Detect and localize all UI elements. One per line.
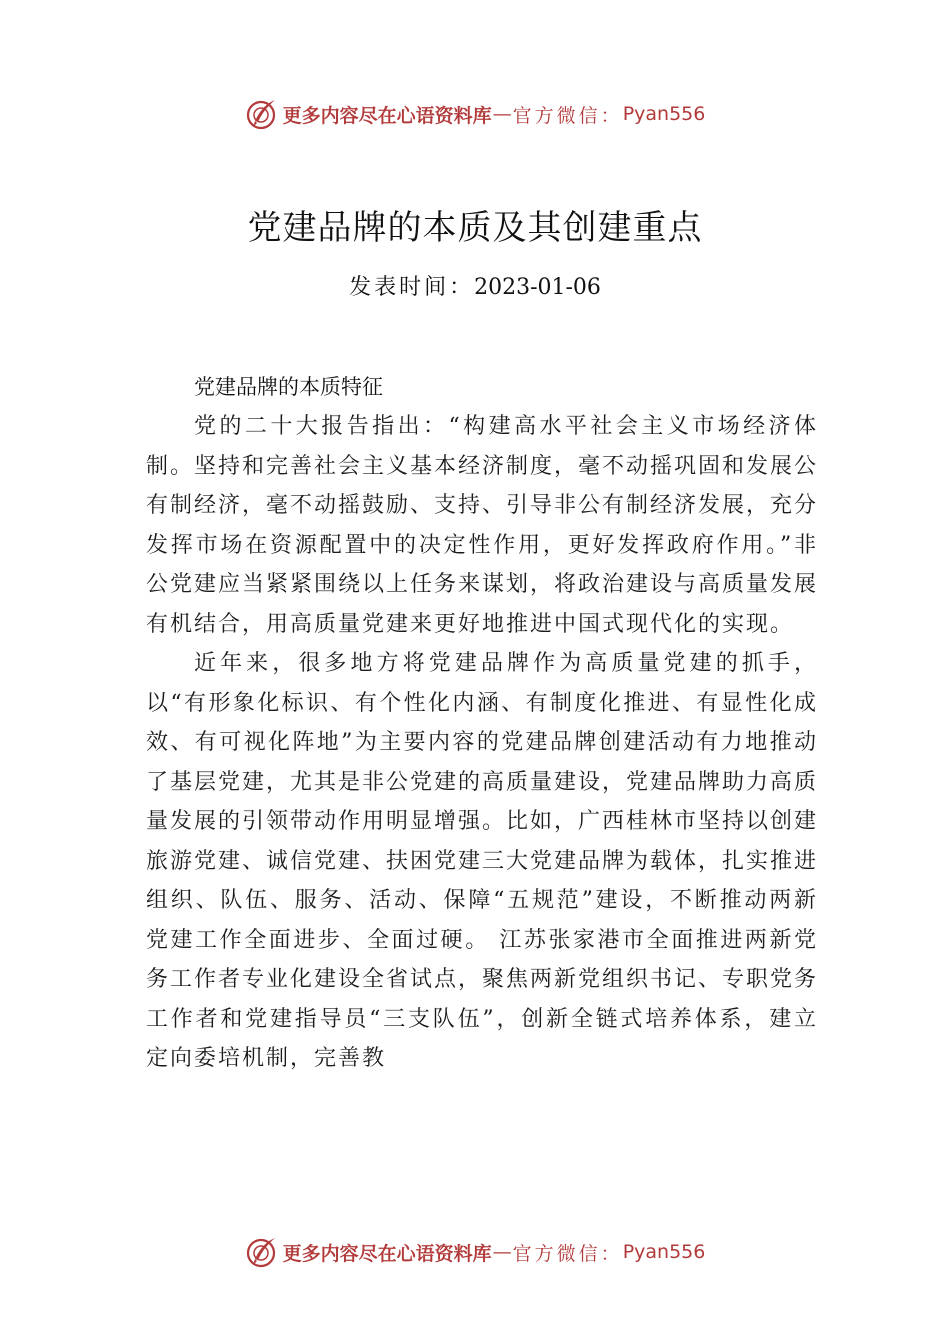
banner-wechat-id: Pyan556 — [622, 1241, 706, 1263]
banner-wechat-id: Pyan556 — [622, 103, 706, 125]
date-label: 发表时间： — [349, 275, 475, 300]
header-banner — [0, 92, 950, 136]
quill-pen-icon — [245, 1235, 279, 1269]
footer-banner — [0, 1230, 950, 1274]
page-title: 党建品牌的本质及其创建重点 — [247, 208, 703, 248]
article-body — [146, 368, 818, 1079]
publish-date — [0, 270, 950, 301]
section-heading: 党建品牌的本质特征 — [194, 375, 383, 399]
banner-main-text: 更多内容尽在心语资料库 — [282, 1242, 492, 1265]
banner-dash: — — [492, 103, 512, 125]
date-value: 2023-01-06 — [474, 275, 601, 300]
banner-main-text: 更多内容尽在心语资料库 — [282, 104, 492, 127]
paragraph: 近年来，很多地方将党建品牌作为高质量党建的抓手，以“有形象化标识、有个性化内涵、有制度化推进、有显性化成效、有可视化阵地”为主要内容的党建品牌创建活动有力地推动了基层党建，尤其是非公党建的高质量建设，党建品牌助力高质量发展的引领带动作用明显增强。比如，广西桂林市坚持以创建旅游党建、诚信党建、扶困党建三大党建品牌为载体，扎实推进组织、队伍、服务、活动、保障“五规范”建设，不断推动两新党建工作全面进步、全面过硬。 江苏张家港市全面推进两新党务工作者专业化建设全省试点，聚焦两新党组织书记、专职党务工作者和党建指导员“三支队伍”，创新全链式培养体系，建立定向委培机制，完善教 — [146, 651, 819, 1071]
banner-dash: — — [492, 1241, 512, 1263]
banner-wechat-label: 官方微信： — [512, 104, 623, 127]
paragraph: 党的二十大报告指出：“构建高水平社会主义市场经济体制。坚持和完善社会主义基本经济制度，毫不动摇巩固和发展公有制经济，毫不动摇鼓励、支持、引导非公有制经济发展，充分发挥市场在资源配置中的决定性作用，更好发挥政府作用。”非公党建应当紧紧围绕以上任务来谋划，将政治建设与高质量发展有机结合，用高质量党建来更好地推进中国式现代化的实现。 — [146, 414, 819, 637]
quill-pen-icon — [245, 97, 279, 131]
banner-wechat-label: 官方微信： — [512, 1242, 623, 1265]
